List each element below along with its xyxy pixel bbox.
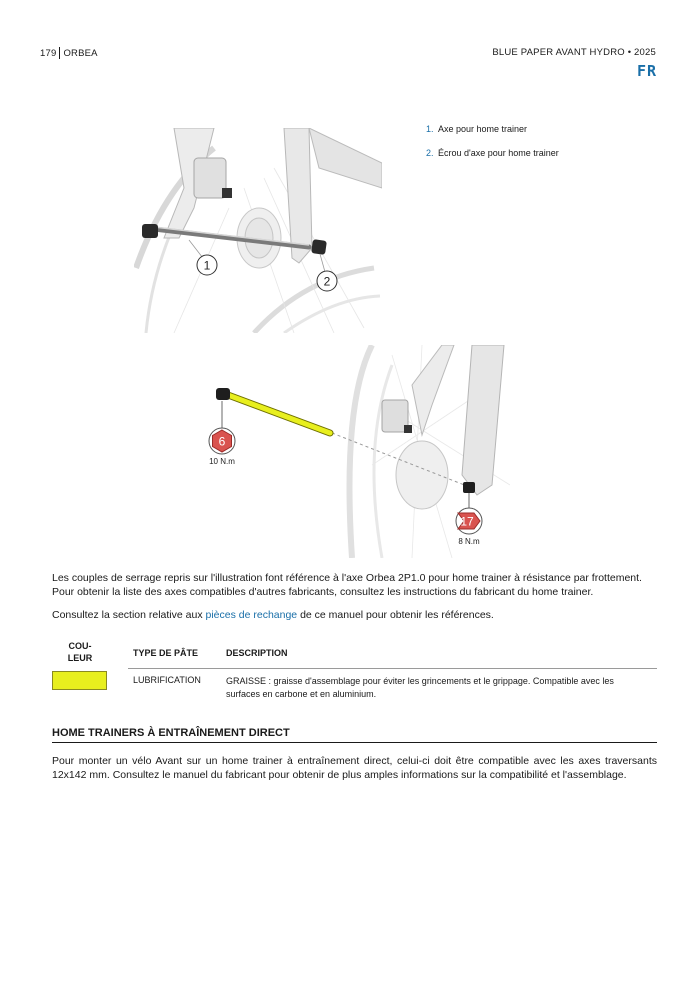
header-divider [59,47,60,59]
figure-axle-torque [192,345,510,558]
spare-parts-paragraph [52,608,657,622]
legend-number: 2. [426,148,434,158]
torque-value-1: 10 N.m [209,457,235,466]
color-swatch [52,671,107,690]
language-tag: FR [636,62,657,80]
brand-name: ORBEA [63,47,98,59]
column-header-color [52,640,108,664]
torque-icon-wrench: 17 [460,514,474,529]
legend-label: Axe pour home trainer [438,124,528,134]
section-title: HOME TRAINERS À ENTRAÎNEMENT DIRECT [52,727,657,743]
column-header-color-text: COU- LEUR [67,641,93,663]
spare-parts-link[interactable]: pièces de rechange [205,609,298,621]
torque-note-paragraph: Les couples de serrage repris sur l'illustration font référence à l'axe Orbea 2P1.0 pour home trainer à résistance par frottement. Pour obtenir la liste des axes compatibles d'autres fabricants, consultez les instructions du fabricant du home trainer. [52,572,642,598]
paragraph-text: de ce manuel pour obtenir les références. [297,609,494,621]
column-header-type: TYPE DE PÂTE [133,648,199,658]
figure-legend [426,124,559,172]
document-title: BLUE PAPER AVANT HYDRO • 2025 [492,47,656,58]
table-cell-description: GRAISSE : graisse d'assemblage pour éviter les grincements et le grippage. Compatible avec les surfaces en carbone et en aluminium. [226,676,614,699]
callout-2: 2 [323,274,331,289]
table-cell-type: LUBRIFICATION [133,675,201,685]
callout-1: 1 [203,258,211,273]
legend-item [426,148,559,158]
table-divider [128,668,657,669]
torque-value-2: 8 N.m [458,537,480,546]
legend-label: Écrou d'axe pour home trainer [438,148,559,158]
page-header-left [40,47,98,59]
legend-number: 1. [426,124,434,134]
figure-trainer-axle [134,128,382,333]
direct-drive-paragraph: Pour monter un vélo Avant sur un home trainer à entraînement direct, celui-ci doit être compatible avec les axes traversants 12x142 mm. Consultez le manuel du fabricant pour obtenir de plus amples informations sur la compatibilité et l'assemblage. [52,755,657,781]
page-number: 179 [40,47,57,59]
torque-icon-hex: 6 [218,434,226,449]
legend-item [426,124,559,134]
column-header-description: DESCRIPTION [226,648,288,658]
paragraph-text: Consultez la section relative aux [52,609,206,621]
